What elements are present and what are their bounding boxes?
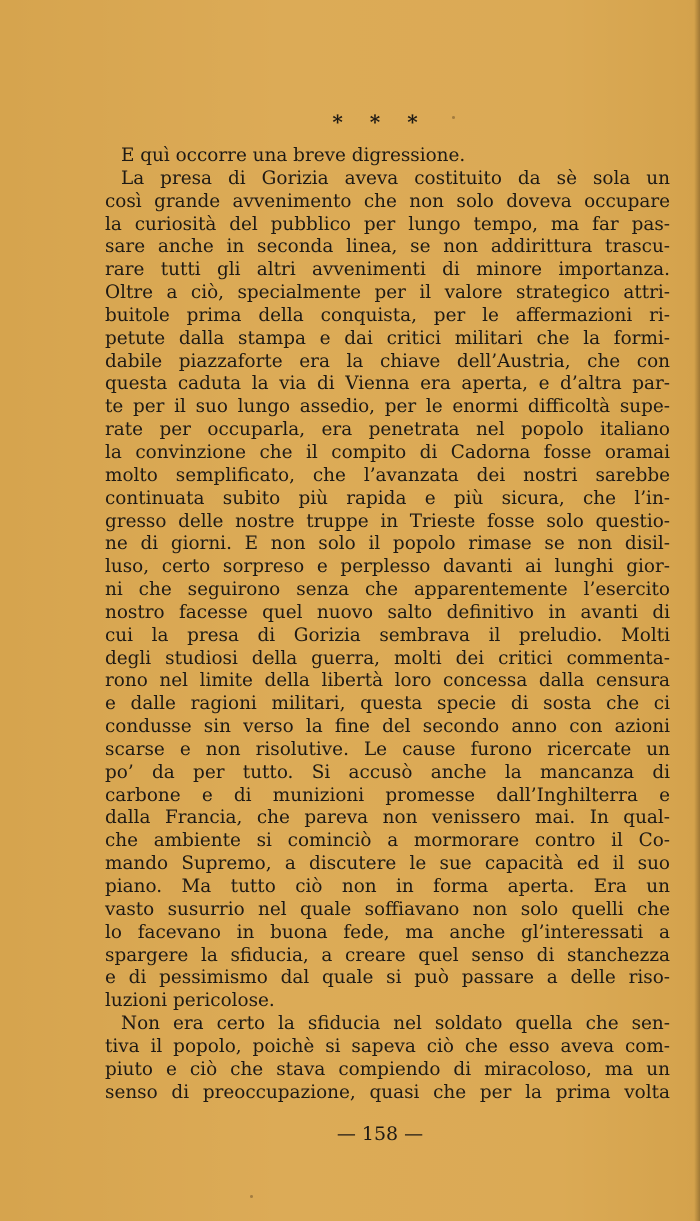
text-line: piano. Ma tutto ciò non in forma aperta. Era un (105, 876, 670, 897)
paper-speck (250, 1195, 253, 1198)
text-line: rare tutti gli altri avvenimenti di minore importanza. (105, 259, 670, 281)
text-line: vasto susurrio nel quale soffiavano non solo quelli che (105, 898, 670, 920)
section-separator: * * * (332, 110, 428, 134)
text-line: gresso delle nostre truppe in Trieste fosse solo questio- (105, 510, 670, 532)
text-line: luso, certo sorpreso e perplesso davanti ai lunghi gior- (105, 556, 670, 578)
text-line: degli studiosi della guerra, molti dei critici commenta- (105, 647, 670, 669)
page-number: — 158 — (336, 1123, 424, 1145)
text-line: rono nel limite della libertà loro concessa dalla censura (105, 670, 670, 692)
text-line: mando Supremo, a discutere le sue capacità ed il suo (105, 853, 670, 875)
text-line: molto semplificato, che l’avanzata dei nostri sarebbe (105, 464, 670, 486)
text-line: Non era certo la sfiducia nel soldato quella che sen- (121, 1013, 670, 1035)
text-line: piuto e ciò che stava compiendo di miracoloso, ma un (105, 1058, 670, 1080)
text-line: ni che seguirono senza che apparentemente l’esercito (105, 579, 670, 601)
text-line: senso di preoccupazione, quasi che per la prima volta (105, 1081, 670, 1103)
text-line: po’ da per tutto. Si accusò anche la mancanza di (105, 761, 670, 783)
text-line: la convinzione che il compito di Cadorna fosse oramai (105, 441, 670, 463)
text-line: La presa di Gorizia aveva costituito da sè sola un (121, 167, 670, 189)
text-line: continuata subito più rapida e più sicura, che l’in- (105, 487, 670, 509)
text-line: ne di giorni. E non solo il popolo rimase se non disil- (105, 533, 670, 555)
text-line: dabile piazzaforte era la chiave dell’Austria, che con (105, 350, 670, 372)
text-line: E quì occorre una breve digressione. (121, 145, 466, 166)
paragraph (105, 145, 670, 168)
text-line: luzioni pericolose. (105, 990, 275, 1012)
body-text (105, 145, 670, 1104)
paragraph (105, 168, 670, 1013)
text-line: te per il suo lungo assedio, per le enormi difficoltà supe- (105, 396, 670, 418)
text-line: così grande avvenimento che non solo doveva occupare (105, 190, 670, 212)
text-line: che ambiente si cominciò a mormorare contro il Co- (105, 830, 670, 852)
text-line: cui la presa di Gorizia sembrava il preludio. Molti (105, 624, 670, 646)
text-line: lo facevano in buona fede, ma anche gl’interessati a (105, 921, 670, 943)
text-line: buitole prima della conquista, per le affermazioni ri- (105, 304, 670, 326)
text-line: spargere la sfiducia, a creare quel senso di stanchezza (105, 944, 670, 966)
page-edge-shadow (694, 0, 700, 1221)
text-line: e dalle ragioni militari, questa specie di sosta che ci (105, 693, 670, 715)
text-line: condusse sin verso la fine del secondo anno con azioni (105, 716, 670, 738)
text-line: dalla Francia, che pareva non venissero mai. In qual- (105, 807, 670, 829)
text-line: carbone e di munizioni promesse dall’Inghilterra e (105, 784, 670, 806)
text-line: e di pessimismo dal quale si può passare a delle riso- (105, 967, 670, 989)
paragraph (105, 1013, 670, 1104)
text-line: tiva il popolo, poichè si sapeva ciò che esso aveva com- (105, 1035, 670, 1057)
text-line: sare anche in seconda linea, se non addirittura trascu- (105, 236, 670, 258)
text-line: la curiosità del pubblico per lungo tempo, ma far pas- (105, 213, 670, 235)
text-line: scarse e non risolutive. Le cause furono ricercate un (105, 738, 670, 760)
text-line: Oltre a ciò, specialmente per il valore strategico attri- (105, 282, 670, 304)
text-line: nostro facesse quel nuovo salto definitivo in avanti di (105, 601, 670, 623)
text-line: petute dalla stampa e dai critici militari che la formi- (105, 327, 670, 349)
text-line: questa caduta la via di Vienna era aperta, e d’altra par- (105, 373, 670, 395)
text-line: rate per occuparla, era penetrata nel popolo italiano (105, 419, 670, 441)
